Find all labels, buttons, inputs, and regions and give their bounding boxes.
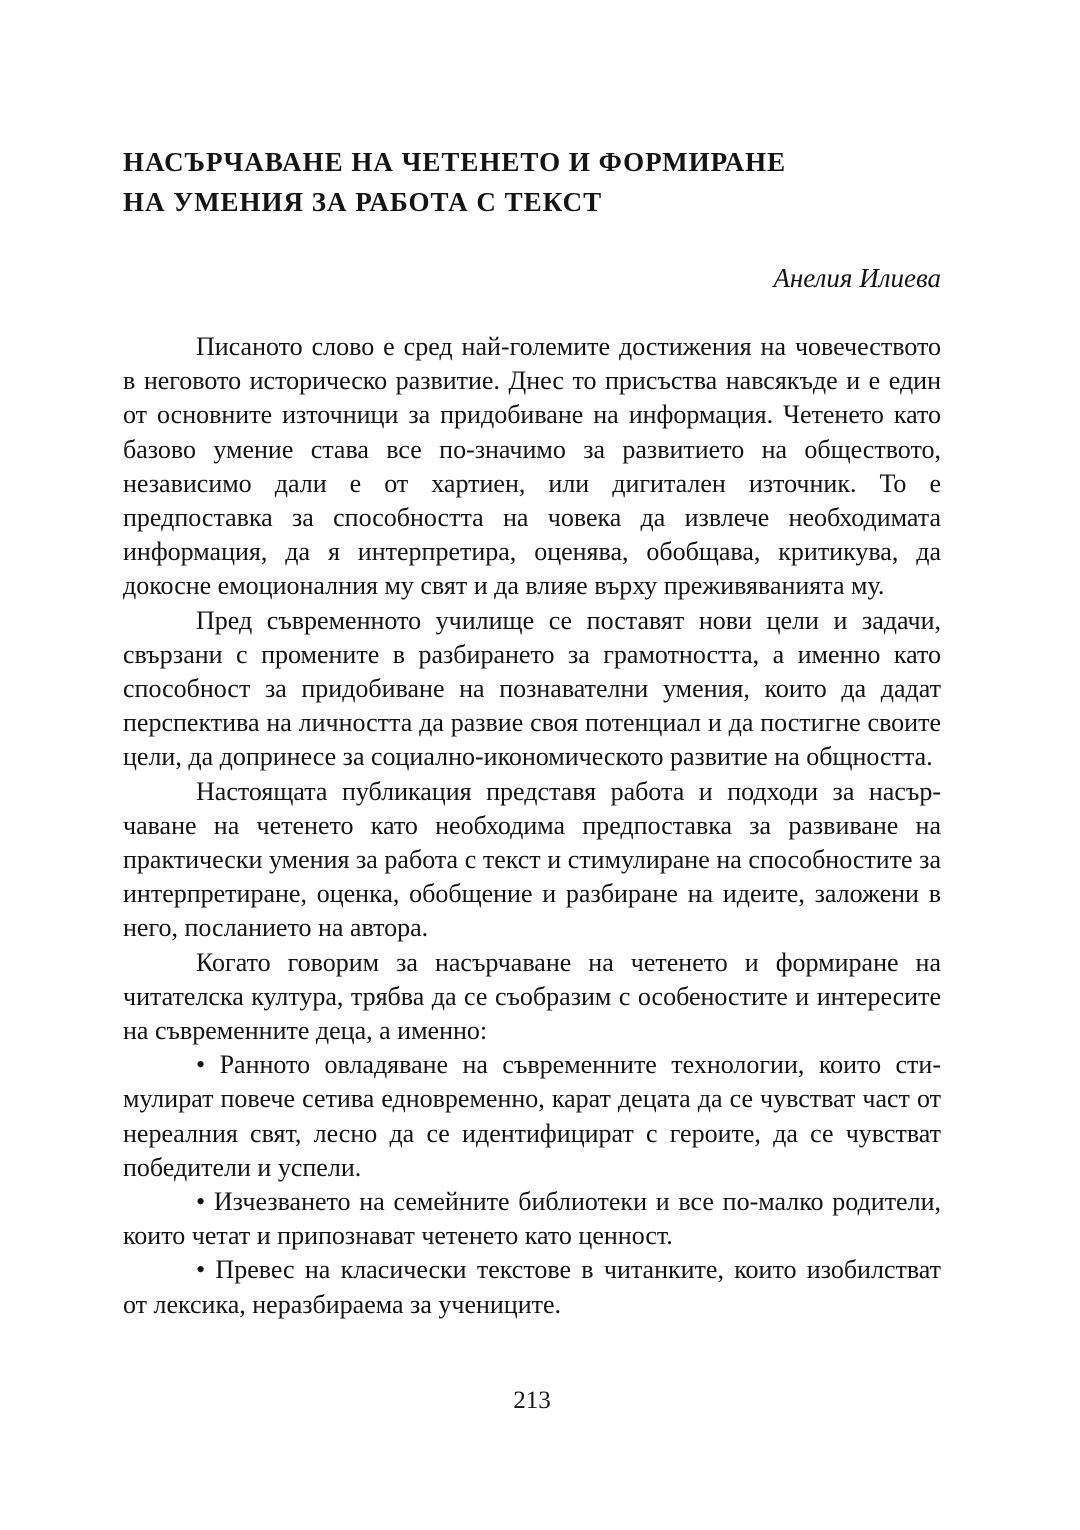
paragraph: Когато говорим за насърчаване на четенето и формиране на читателска култура, трябва да се съобразим с особеностите и интересите на съвременните деца, а именно: <box>123 947 941 1046</box>
bullet-text: Изчезването на семейните библиотеки и все по-малко родители, които четат и припознават четенето като ценност. <box>123 1187 941 1251</box>
bullet-icon: • <box>196 1255 206 1285</box>
bullet-icon: • <box>196 1187 206 1217</box>
page-number: 213 <box>513 1387 551 1414</box>
bullet-item <box>123 1185 941 1253</box>
bullet-item <box>123 1048 941 1185</box>
paragraph: Писаното слово е сред най-големите достижения на човечеството в неговото историческо развитие. Днес то присъства навсякъде и е един от основните източници за придобиване на информация. Четенето като базово умение става все по-значимо за развитието на обществото, независимо дали е от хартиен, или дигитален източник. То е предпоставка за способността на човека да извлече необходимата информация, да я интерпретира, оценява, обобщава, критикува, да докосне емоционалния му свят и да влияе върху преживяванията му. <box>123 332 941 601</box>
title-line-2: НА УМЕНИЯ ЗА РАБОТА С ТЕКСТ <box>123 187 603 217</box>
article-body <box>123 330 941 1322</box>
bullet-icon: • <box>196 1050 206 1080</box>
article-title <box>123 142 941 222</box>
author-name: Анелия Илиева <box>773 263 941 293</box>
bullet-text: Превес на класически текстове в читанките, които изобилстват от лексика, неразбираема за учениците. <box>123 1255 942 1319</box>
bullet-text: Ранното овладяване на съвременните технологии, които стимулират повече сетива едновременно, карат децата да се чувстват част от нереалния свят, лесно да се идентифицират с героите, да се чувстват победители и успели. <box>123 1050 942 1182</box>
title-line-1: НАСЪРЧАВАНЕ НА ЧЕТЕНЕТО И ФОРМИРАНЕ <box>123 147 787 177</box>
paragraph: Пред съвременното училище се поставят нови цели и задачи, свързани с промените в разбирането за грамотността, а именно като способност за придобиване на познавателни умения, които да дадат перспектива на личността да развие своя потенциал и да постигне своите цели, да допринесе за социално-икономическото развитие на общността. <box>123 605 941 772</box>
paragraph: Настоящата публикация представя работа и подходи за насърчаване на четенето като необходима предпоставка за развиване на практически умения за работа с текст и стимулиране на способностите за интерпретиране, оценка, обобщение и разбиране на идеите, заложени в него, посланието на автора. <box>123 776 941 943</box>
document-page <box>123 0 941 1530</box>
bullet-item <box>123 1253 941 1321</box>
